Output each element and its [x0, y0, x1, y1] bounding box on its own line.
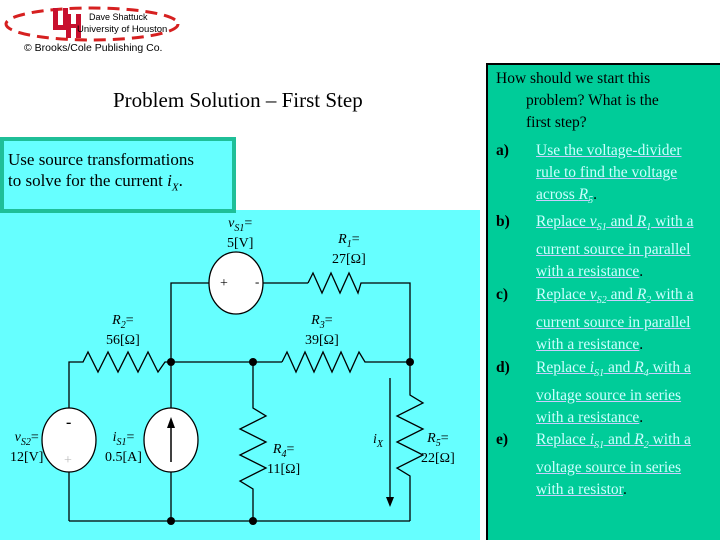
is1-label: $i_{S1}=$ 0.5[A]	[105, 430, 142, 465]
vs2-label: $v_{S2}=$ 12[V]	[10, 430, 44, 465]
option-b-link[interactable]: Replace $v_{S1}$ and $R_1$ with a current source in parallel with a resistance	[536, 213, 694, 281]
option-c-link[interactable]: Replace $v_{S2}$ and $R_2$ with a current source in parallel with a resistance	[536, 286, 694, 354]
problem-prompt: Use source transformations to solve for the current $i_X$.	[0, 137, 236, 213]
r3-label: $R_3=$ 39[Ω]	[305, 313, 339, 348]
option-a-link[interactable]: Use the voltage-divider rule to find the voltage across $R_5$	[536, 142, 682, 207]
r1-label: $R_1=$ 27[Ω]	[332, 232, 366, 267]
ix-label: $i_X$	[373, 432, 383, 450]
circuit-schematic	[0, 210, 480, 540]
circuit-diagram	[0, 210, 480, 540]
question-panel: How should we start this problem? What is the first step? a) Use the voltage-divider rule to find the voltage across $R_5$. b) Replace $v_{S1}$ and $R_1$ with a current source in parallel with a resistance. c) Replace $v_{S2}$ and $R_2$ with a current source in parallel with a resistance. d) Replace $i_{S1}$ and $R_4$ with a voltage source in series with a resistance. e) Replace $i_{S1}$ and $R_2$ with a voltage source in series with a resistor.	[486, 63, 720, 540]
logo-publisher: © Brooks/Cole Publishing Co.	[24, 42, 163, 54]
vs1-minus: -	[255, 274, 260, 289]
vs1-plus: +	[220, 276, 228, 291]
logo-university: University of Houston	[77, 24, 168, 35]
r5-label: $R_5=$ 22[Ω]	[421, 431, 455, 466]
arrow-down-icon	[386, 497, 394, 507]
r4-label: $R_4=$ 11[Ω]	[267, 442, 301, 477]
option-d-link[interactable]: Replace $i_{S1}$ and $R_4$ with a voltage source in series with a resistance	[536, 359, 691, 427]
logo-author: Dave Shattuck	[89, 12, 148, 22]
question-text: How should we start this problem? What is the first step?	[496, 70, 659, 131]
uh-logo	[0, 0, 240, 60]
option-e-link[interactable]: Replace $i_{S1}$ and $R_2$ with a voltage source in series with a resistor	[536, 431, 691, 499]
vs2-minus: -	[66, 414, 72, 431]
vs2-plus: +	[64, 453, 72, 468]
r2-label: $R_2=$ 56[Ω]	[106, 313, 140, 348]
vs1-label: $v_{S1}=$ 5[V]	[227, 216, 254, 251]
slide-title: Problem Solution – First Step	[113, 88, 363, 112]
